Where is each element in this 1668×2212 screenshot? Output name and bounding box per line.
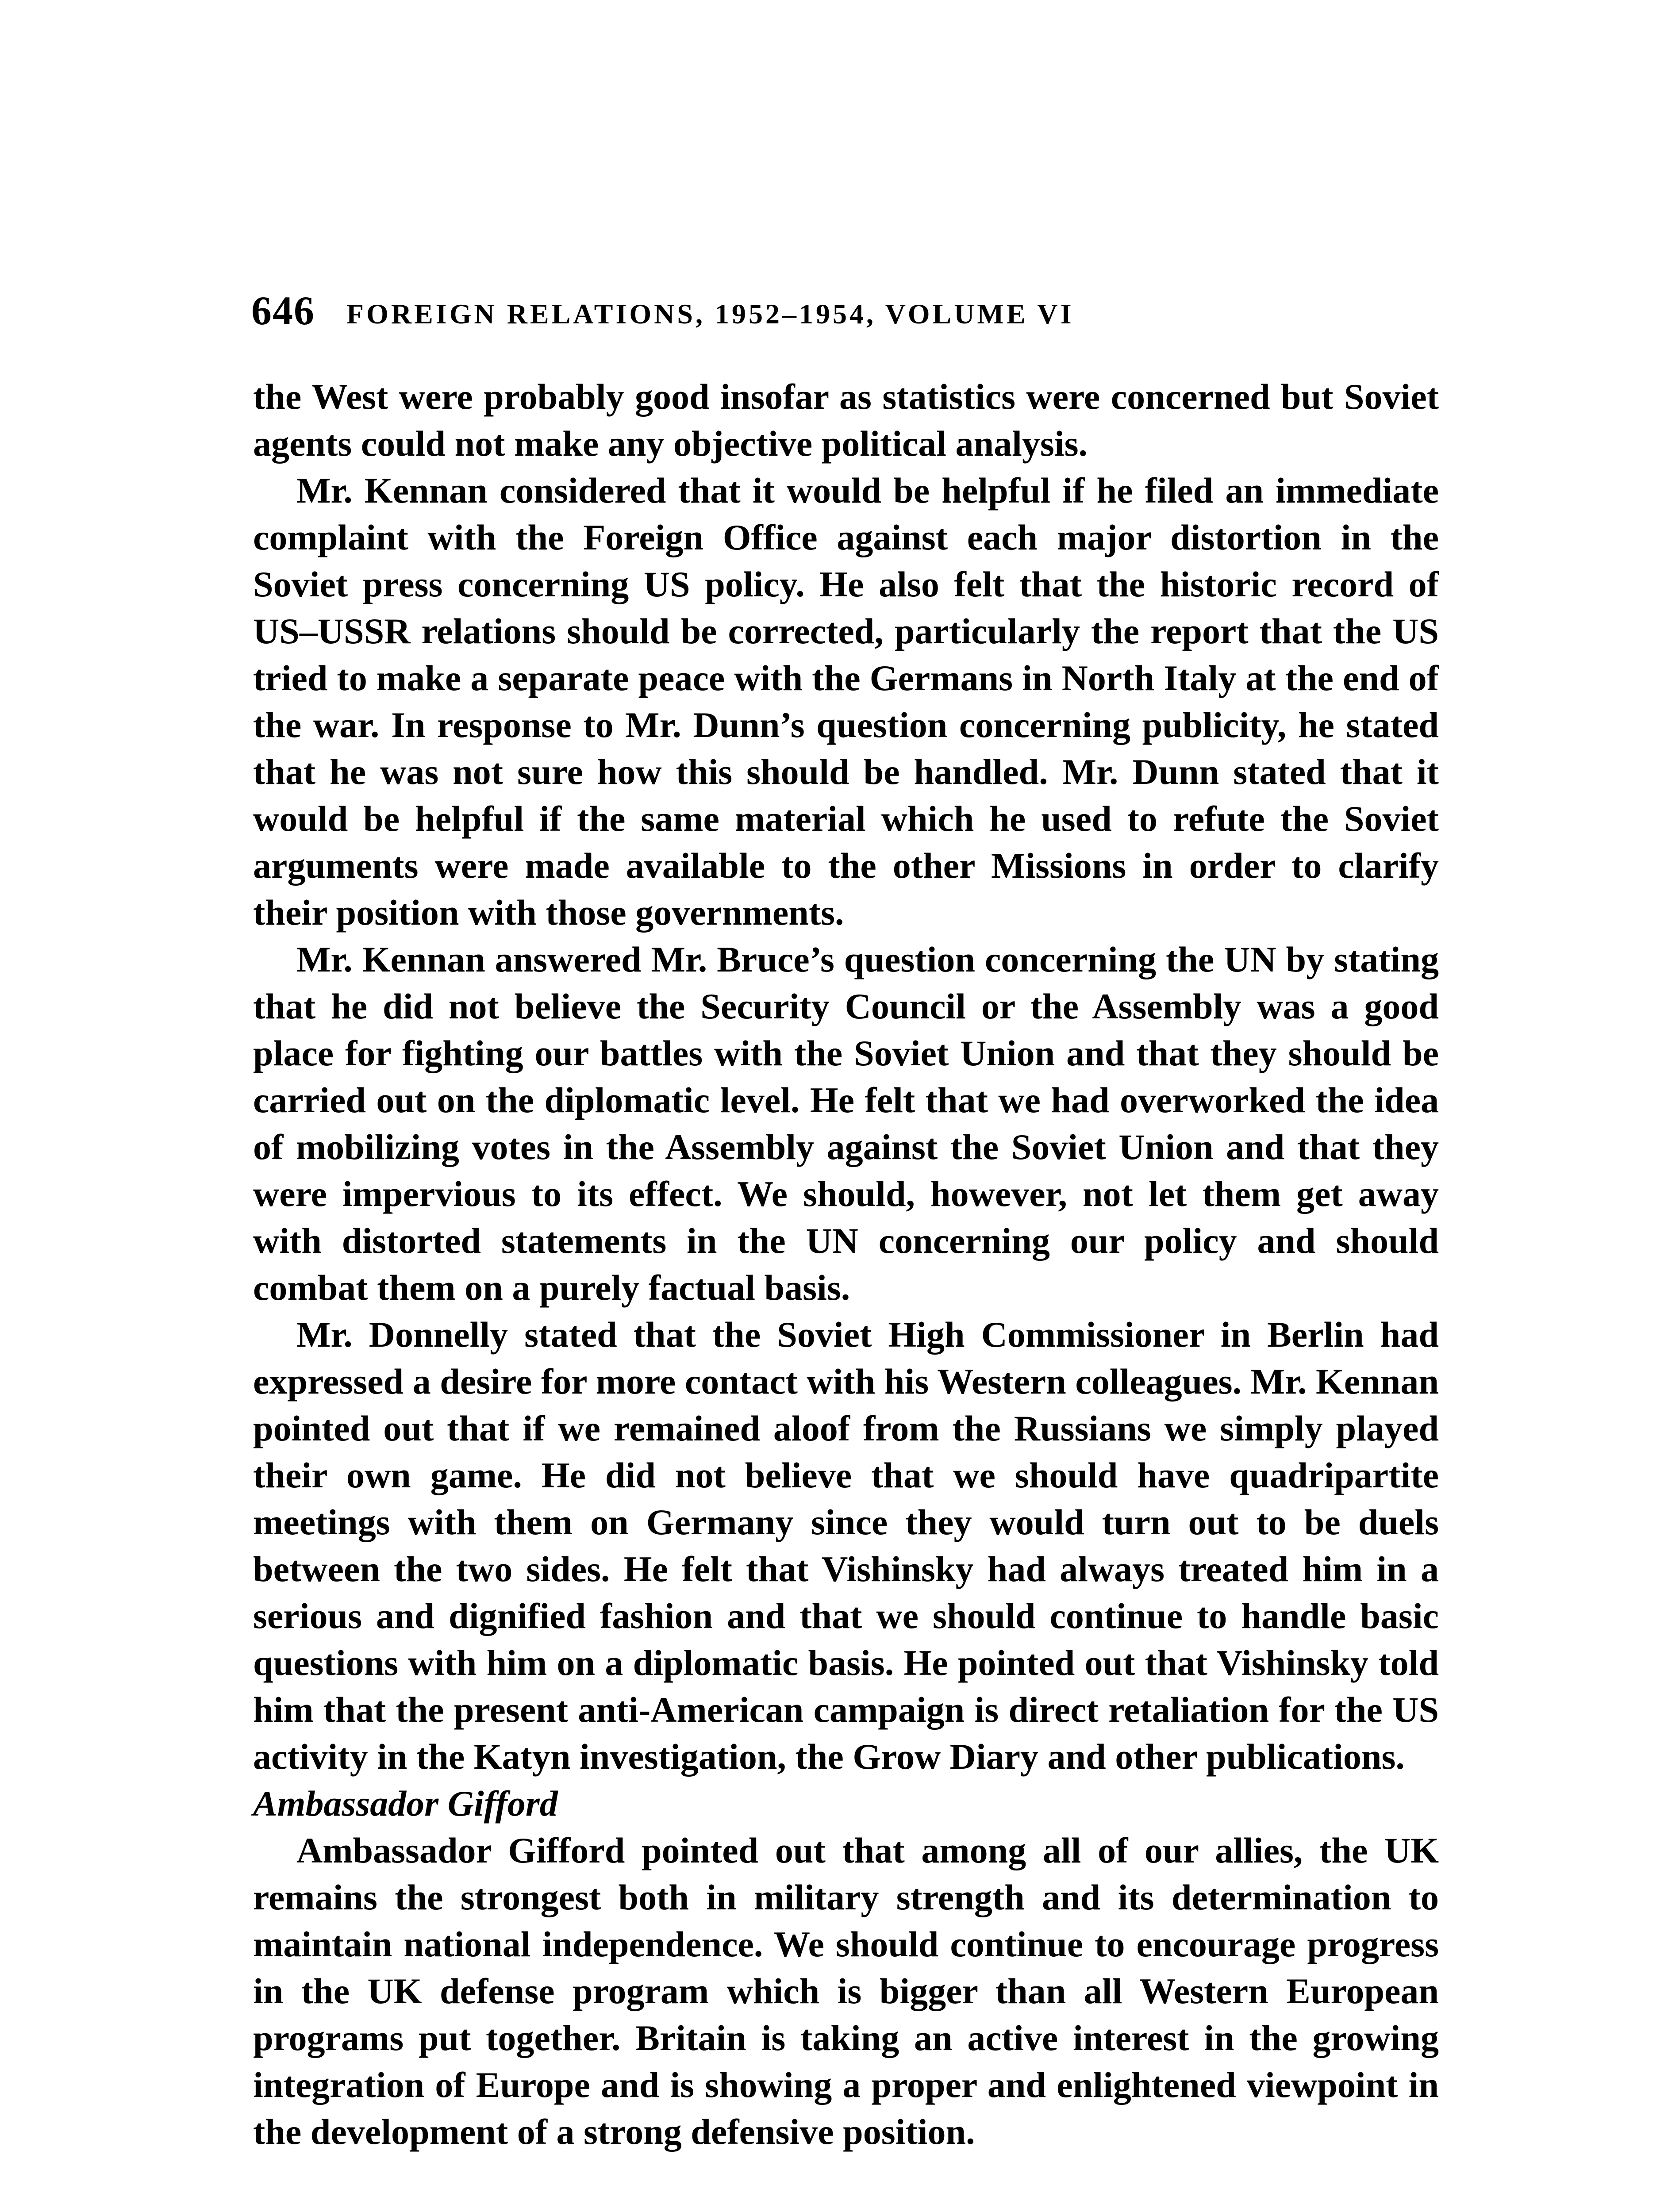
paragraph-gifford-statement: Ambassador Gifford pointed out that among all of our allies, the UK remains the strongest both in military strength and its determination to maintain national independence. We should continue to encourage progress in the UK defense program which is bigger than all Western European programs put together. Britain is taking an active interest in the growing integration of Europe and is showing a proper and enlightened viewpoint in the development of a strong defensive position.: [253, 1830, 1439, 2152]
paragraph-donnelly-statement: Mr. Donnelly stated that the Soviet High Commissioner in Berlin had expressed a desire for more contact with his Western colleagues. Mr. Kennan pointed out that if we remained aloof from the Russians we simply played their own game. He did not believe that we should have quadripartite meetings with them on Germany since they would turn out to be duels between the two sides. He felt that Vishinsky had always treated him in a serious and dignified fashion and that we should continue to handle basic questions with him on a diplomatic basis. He pointed out that Vishinsky told him that the present anti-American campaign is direct retaliation for the US activity in the Katyn investigation, the Grow Diary and other publications.: [253, 1314, 1439, 1777]
paragraph-un-question: Mr. Kennan answered Mr. Bruce’s question concerning the UN by stating that he did not believe the Security Council or the Assembly was a good place for fighting our battles with the Soviet Union and that they should be carried out on the diplomatic level. He felt that we had overworked the idea of mobilizing votes in the Assembly against the Soviet Union and that they were impervious to its effect. We should, however, not let them get away with distorted statements in the UN concerning our policy and should combat them on a purely factual basis.: [253, 939, 1439, 1308]
section-heading: Ambassador Gifford: [253, 1783, 558, 1824]
document-body: [253, 373, 1439, 2155]
page-number: 646: [251, 288, 315, 333]
running-head: FOREIGN RELATIONS, 1952–1954, VOLUME VI: [346, 298, 1074, 330]
paragraph-kennan-complaint: Mr. Kennan considered that it would be helpful if he filed an immediate complaint with the Foreign Office against each major distortion in the Soviet press concerning US policy. He also felt that the historic record of US–USSR relations should be corrected, particularly the report that the US tried to make a separate peace with the Germans in North Italy at the end of the war. In response to Mr. Dunn’s question concerning publicity, he stated that he was not sure how this should be handled. Mr. Dunn stated that it would be helpful if the same material which he used to refute the Soviet arguments were made available to the other Missions in order to clarify their position with those governments.: [253, 470, 1439, 933]
page-header: [251, 284, 1446, 337]
continued-paragraph: the West were probably good insofar as statistics were concerned but Soviet agents could not make any objective political analysis.: [253, 376, 1439, 464]
